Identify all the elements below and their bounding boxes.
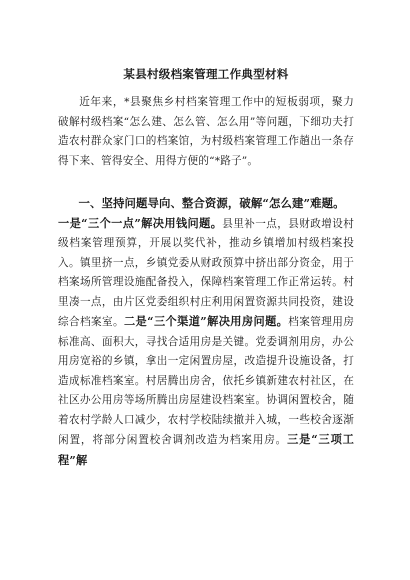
section-1-body	[58, 214, 354, 472]
point-3-title: 三是“三项工程”解	[58, 432, 355, 467]
point-2-text: 档案管理用房标准高、面积大，寻找合适用房是关键。党委调剂用房，办公用房宽裕的乡镇，拿出一定闲置房屋，改造提升设施设备，打造成标准档案室。村居腾出房舍，依托乡镇新建农村社区，在社区办公用房等场所腾出房屋建设档案室。协调闲置校舍，随着农村学龄人口减少，农村学校陆续撤并入城，一些校舍逐渐闲置，将部分闲置校舍调剂改造为档案用房。	[58, 316, 355, 446]
intro-paragraph: 近年来，*县聚焦乡村档案管理工作中的短板弱项，聚力破解村级档案“怎么建、怎么管、怎么用”等问题，下细功夫打造农村群众家门口的档案馆，为村级档案管理工作趟出一条存得下来、管得安全、用得方便的“*路子”。	[58, 96, 354, 167]
document-title: 某县村级档案管理工作典型材料	[123, 67, 289, 81]
point-2-title: 二是“三个渠道”解决用房问题。	[123, 314, 289, 328]
document-page	[58, 66, 354, 471]
section-heading-1: 一、坚持问题导向、整合资源，破解“怎么建”难题。	[78, 196, 345, 210]
point-1-title: 一是“三个一点”解决用钱问题。	[58, 215, 223, 230]
point-1-text: 县里补一点，县财政增设村级档案管理预算，开展以奖代补，推动乡镇增加村级档案投入。镇里挤一点，乡镇党委从财政预算中挤出部分资金，用于档案场所管理设施配备投入，保障档案管理工作正常运转。村里凑一点，由片区党委组织村庄利用闲置资源共同投资，建设综合档案室。	[58, 217, 355, 328]
